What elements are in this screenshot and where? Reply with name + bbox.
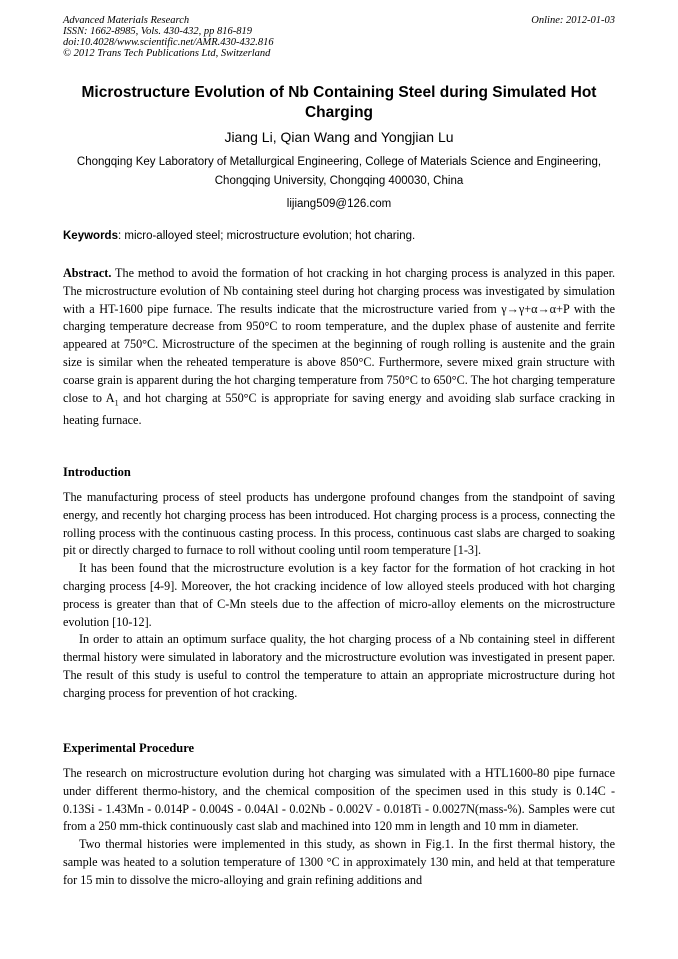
journal-name: Advanced Materials Research	[63, 15, 190, 26]
paragraph: The manufacturing process of steel products has undergone profound changes from the standpoint of saving energy, and recently hot charging process has been introduced. Hot charging process is a process, connecting the rolling process with the continuous casting process. In this process, continuous cast slabs are charged to soaking pit or directly charged to furnace to roll without cooling until room temperature [1-3].	[63, 490, 615, 558]
experimental-section	[63, 765, 615, 890]
paragraph: In order to attain an optimum surface quality, the hot charging process of a Nb containing steel in different thermal history were simulated in laboratory and the microstructure evolution was investigated in present paper. The result of this study is useful to control the temperature to attain an appropriate microstructure during hot charging process for prevention of hot cracking.	[63, 632, 615, 700]
author-email: lijiang509@126.com	[286, 198, 392, 210]
abstract-text-continued: and hot charging at 550°C is appropriate for saving energy and avoiding slab surface cracking in heating furnace.	[63, 390, 615, 427]
paragraph: The research on microstructure evolution during hot charging was simulated with a HTL1600-80 pipe furnace under different thermo-history, and the chemical composition of the specimen used in this study is 0.14C - 0.13Si - 1.43Mn - 0.014P - 0.004S - 0.04Al - 0.02Nb - 0.002V - 0.018Ti - 0.0027N(mass-%). Samples were cut from a 250 mm-thick continuously cast slab and machined into 120 mm in length and 10 mm in diameter.	[63, 766, 615, 834]
paragraph: It has been found that the microstructure evolution is a key factor for the formation of hot cracking in hot charging process [4-9]. Moreover, the hot cracking incidence of low alloyed steels produced with hot charging process is greater than that of C-Mn steels due to the affection of micro-alloy elements on the microstructure evolution [10-12].	[63, 561, 615, 629]
keywords-label: Keywords	[63, 230, 118, 242]
online-date: Online: 2012-01-03	[531, 15, 615, 26]
publication-header	[63, 15, 615, 59]
abstract-text: The method to avoid the formation of hot cracking in hot charging process is analyzed in this paper. The microstructure evolution of Nb containing steel during hot charging process was investigated by simulation with a HT-1600 pipe furnace. The results indicate that the microstructure varied from γ→γ+α→α+P with the charging temperature decrease from 950°C to room temperature, and the duplex phase of austenite and ferrite appeared at 750°C. Microstructure of the specimen at the beginning of rough rolling is austenite and the grain size is similar when the reheated temperature is above 850°C. Furthermore, severe mixed grain structure with coarse grain is apparent during the hot charging temperature from 750°C to 650°C. The hot charging temperature close to A	[63, 266, 615, 405]
author-list: Jiang Li, Qian Wang and Yongjian Lu	[224, 129, 454, 145]
introduction-section	[63, 489, 615, 703]
paragraph: Two thermal histories were implemented in this study, as shown in Fig.1. In the first thermal history, the sample was heated to a solution temperature of 1300 °C in approximately 130 min, and held at that temperature for 15 min to dissolve the micro-alloying and grain refining additions and	[63, 837, 615, 887]
paper-title: Microstructure Evolution of Nb Containing Steel during Simulated Hot Charging	[81, 84, 597, 121]
section-heading-experimental: Experimental Procedure	[63, 741, 195, 755]
keywords-text: : micro-alloyed steel; microstructure evolution; hot charing.	[117, 230, 416, 242]
abstract-label: Abstract.	[63, 266, 112, 280]
abstract-subscript: 1	[114, 398, 119, 408]
section-heading-introduction: Introduction	[63, 465, 131, 479]
copyright-line: © 2012 Trans Tech Publications Ltd, Switzerland	[63, 48, 271, 59]
affiliation: Chongqing Key Laboratory of Metallurgical Engineering, College of Materials Science and Engineering, Chongqing University, Chongqing 400030, China	[76, 156, 602, 187]
issn-line: ISSN: 1662-8985, Vols. 430-432, pp 816-819	[63, 26, 252, 37]
abstract	[63, 265, 615, 430]
keywords	[63, 228, 615, 244]
doi-line: doi:10.4028/www.scientific.net/AMR.430-432.816	[63, 37, 274, 48]
